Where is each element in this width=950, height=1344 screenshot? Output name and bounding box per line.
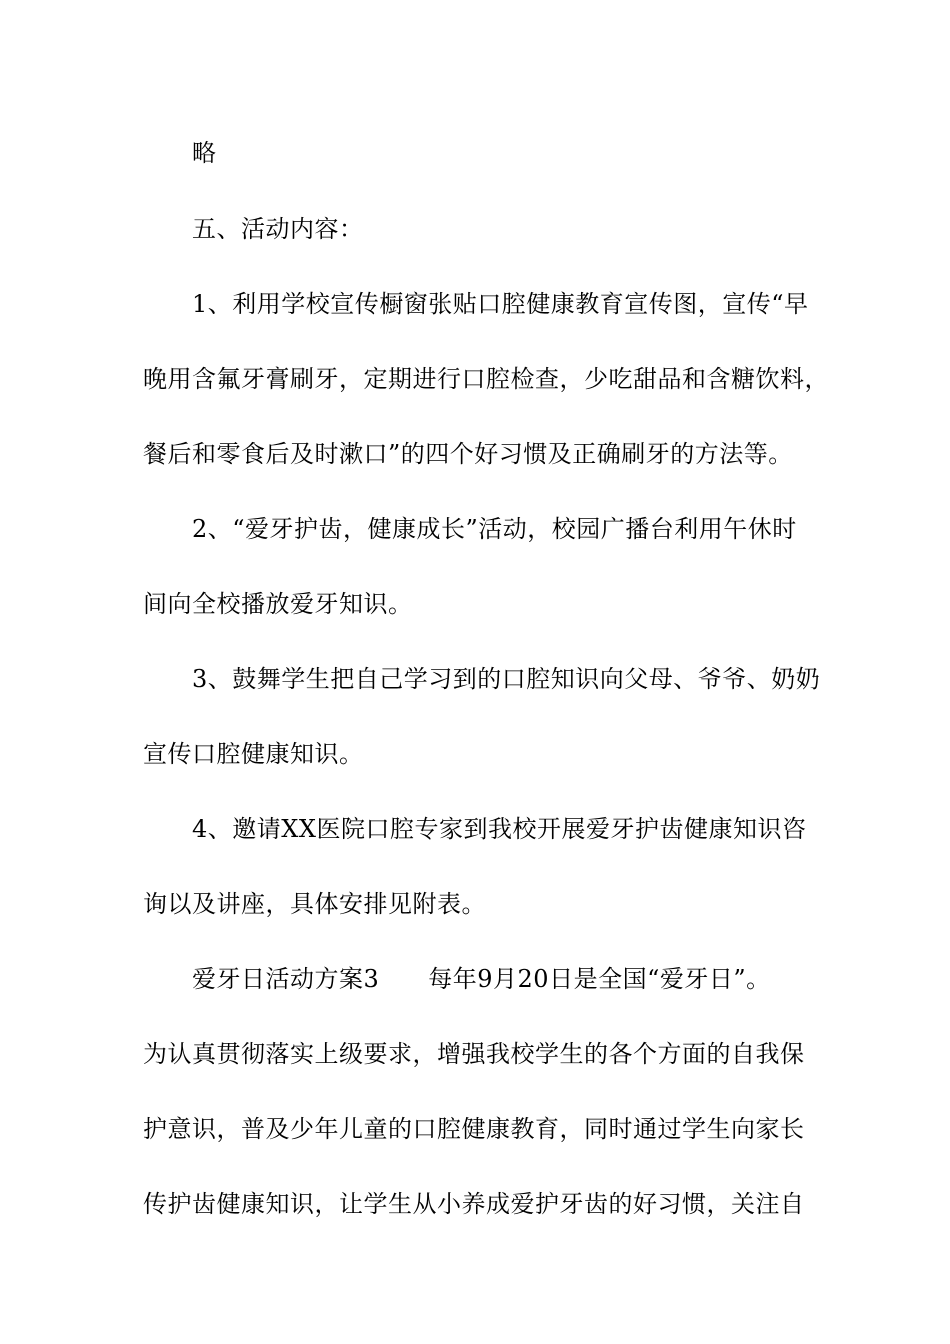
text-line-14: 护意识，普及少年儿童的口腔健康教育，同时通过学生向家长 bbox=[143, 1115, 805, 1143]
section-heading-activity-content: 五、活动内容： bbox=[192, 215, 364, 243]
text-line-6: 2、“爱牙护齿，健康成长”活动，校园广播台利用午休时 bbox=[192, 515, 797, 543]
text-line-7: 间向全校播放爱牙知识。 bbox=[143, 590, 413, 618]
text-line-8: 3、鼓舞学生把自己学习到的口腔知识向父母、爷爷、奶奶 bbox=[192, 665, 821, 693]
text-line-13: 为认真贯彻落实上级要求，增强我校学生的各个方面的自我保 bbox=[143, 1040, 805, 1068]
text-line-4: 晚用含氟牙膏刷牙，定期进行口腔检查，少吃甜品和含糖饮料， bbox=[143, 365, 829, 393]
text-line-12: 爱牙日活动方案3 每年9月20日是全国“爱牙日”。 bbox=[192, 965, 771, 993]
text-line-3: 1、利用学校宣传橱窗张贴口腔健康教育宣传图，宣传“早 bbox=[192, 290, 809, 318]
text-line-5: 餐后和零食后及时漱口”的四个好习惯及正确刷牙的方法等。 bbox=[143, 440, 793, 468]
text-line-10: 4、邀请XX医院口腔专家到我校开展爱牙护齿健康知识咨 bbox=[192, 815, 807, 843]
text-line-1: 略 bbox=[192, 139, 217, 167]
text-line-11: 询以及讲座，具体安排见附表。 bbox=[143, 890, 486, 918]
text-line-9: 宣传口腔健康知识。 bbox=[143, 740, 364, 768]
text-line-15: 传护齿健康知识，让学生从小养成爱护牙齿的好习惯，关注自 bbox=[143, 1190, 805, 1218]
